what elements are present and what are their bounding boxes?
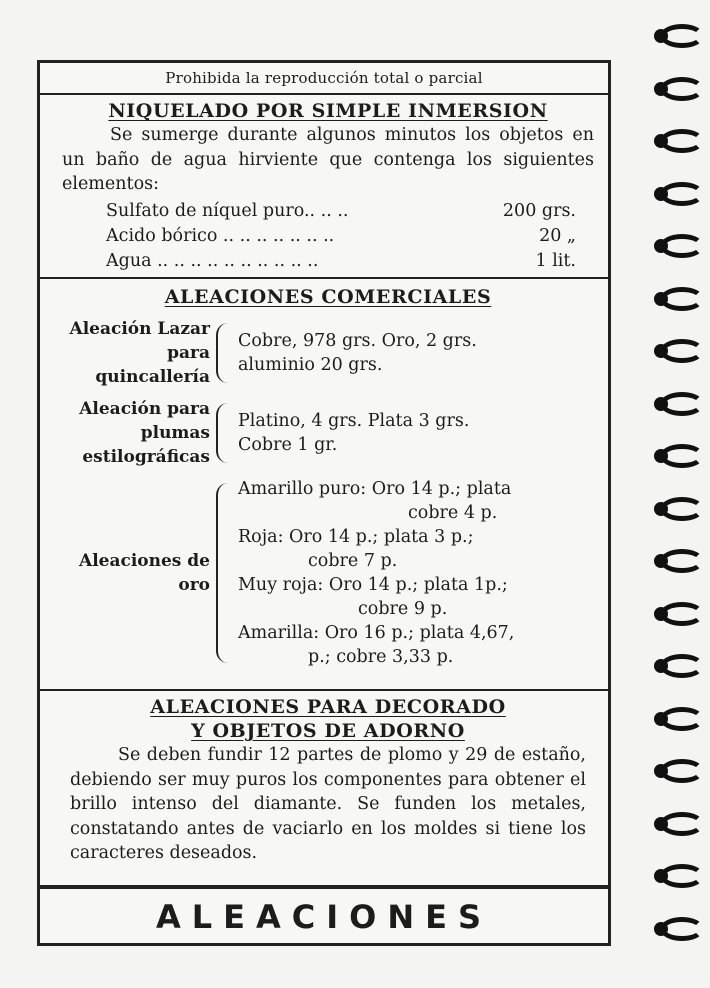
composition-line: cobre 7 p. — [308, 551, 398, 571]
alloy-entry — [58, 317, 598, 389]
alloy-label: Aleaciones de oro — [79, 551, 210, 595]
copyright-note: Prohibida la reproducción total o parcial — [40, 63, 608, 95]
ingredient-name: Sulfato de níquel puro.. .. .. — [106, 200, 349, 221]
ingredient-qty: 1 lit. — [535, 250, 576, 271]
section-title-commercial: ALEACIONES COMERCIALES — [164, 286, 492, 308]
ingredient-row — [106, 249, 594, 274]
composition-line: Platino, 4 grs. Plata 3 grs. — [238, 411, 470, 431]
composition-line: Cobre, 978 grs. Oro, 2 grs. — [238, 331, 477, 351]
composition-line: Cobre 1 gr. — [238, 435, 338, 455]
section-commercial-alloys — [40, 279, 608, 691]
binding-hole-icon — [654, 449, 668, 463]
section-decorative-alloys — [40, 691, 608, 887]
section-nickel-plating — [40, 95, 608, 279]
composition-line: cobre 4 p. — [408, 503, 498, 523]
binding-hole-icon — [654, 397, 668, 411]
section-title-decorative-2: Y OBJETOS DE ADORNO — [191, 720, 465, 742]
binding-hole-icon — [654, 817, 668, 831]
binding-hole-icon — [654, 869, 668, 883]
ingredient-name: Agua .. .. .. .. .. .. .. .. .. .. — [106, 250, 319, 271]
binding-hole-icon — [654, 292, 668, 306]
footer-banner — [40, 887, 608, 945]
spiral-binding — [652, 10, 710, 940]
nickel-instructions: Se sumerge durante algunos minutos los objetos en un baño de agua hirviente que contenga los siguientes elementos: — [62, 125, 594, 194]
ingredient-list — [62, 199, 594, 274]
binding-hole-icon — [654, 922, 668, 936]
ingredient-name: Acido bórico .. .. .. .. .. .. .. — [106, 225, 335, 246]
composition-line: Muy roja: Oro 14 p.; plata 1p.; — [238, 575, 508, 595]
brace-icon — [216, 403, 232, 463]
alloy-composition — [238, 477, 598, 669]
binding-hole-icon — [654, 607, 668, 621]
binding-hole-icon — [654, 659, 668, 673]
ingredient-qty: 20 „ — [539, 225, 576, 246]
alloy-label: Aleación Lazar para quincallería — [69, 319, 210, 387]
brace-icon — [216, 323, 232, 383]
composition-line: cobre 9 p. — [358, 599, 448, 619]
binding-hole-icon — [654, 502, 668, 516]
binding-hole-icon — [654, 134, 668, 148]
binding-hole-icon — [654, 764, 668, 778]
alloy-label: Aleación para plumas estilográficas — [79, 399, 210, 467]
recipe-page — [37, 60, 611, 946]
alloy-composition — [238, 329, 598, 377]
section-title-decorative-1: ALEACIONES PARA DECORADO — [150, 696, 506, 718]
alloy-composition — [238, 409, 598, 457]
binding-hole-icon — [654, 344, 668, 358]
binding-hole-icon — [654, 554, 668, 568]
composition-line: Roja: Oro 14 p.; plata 3 p.; — [238, 527, 474, 547]
composition-line: aluminio 20 grs. — [238, 355, 383, 375]
binding-hole-icon — [654, 239, 668, 253]
alloy-entry — [58, 477, 598, 669]
ingredient-qty: 200 grs. — [502, 200, 576, 221]
binding-hole-icon — [654, 82, 668, 96]
alloy-entry — [58, 397, 598, 469]
ingredient-row — [106, 224, 594, 249]
ingredient-row — [106, 199, 594, 224]
section-title-nickel: NIQUELADO POR SIMPLE INMERSION — [108, 100, 548, 122]
binding-hole-icon — [654, 187, 668, 201]
composition-line: Amarillo puro: Oro 14 p.; plata — [238, 479, 512, 499]
composition-line: Amarilla: Oro 16 p.; plata 4,67, — [238, 623, 515, 643]
decorative-instructions: Se deben fundir 12 partes de plomo y 29 de estaño, debiendo ser muy puros los componentes para obtener el brillo intenso del diamante. Se funden los metales, constatando antes de vaciarlo en los moldes si tiene los caracteres deseados. — [70, 745, 586, 863]
composition-line: p.; cobre 3,33 p. — [308, 647, 454, 667]
brace-icon — [216, 483, 232, 663]
binding-hole-icon — [654, 712, 668, 726]
footer-title: ALEACIONES — [155, 898, 493, 936]
binding-hole-icon — [654, 29, 668, 43]
